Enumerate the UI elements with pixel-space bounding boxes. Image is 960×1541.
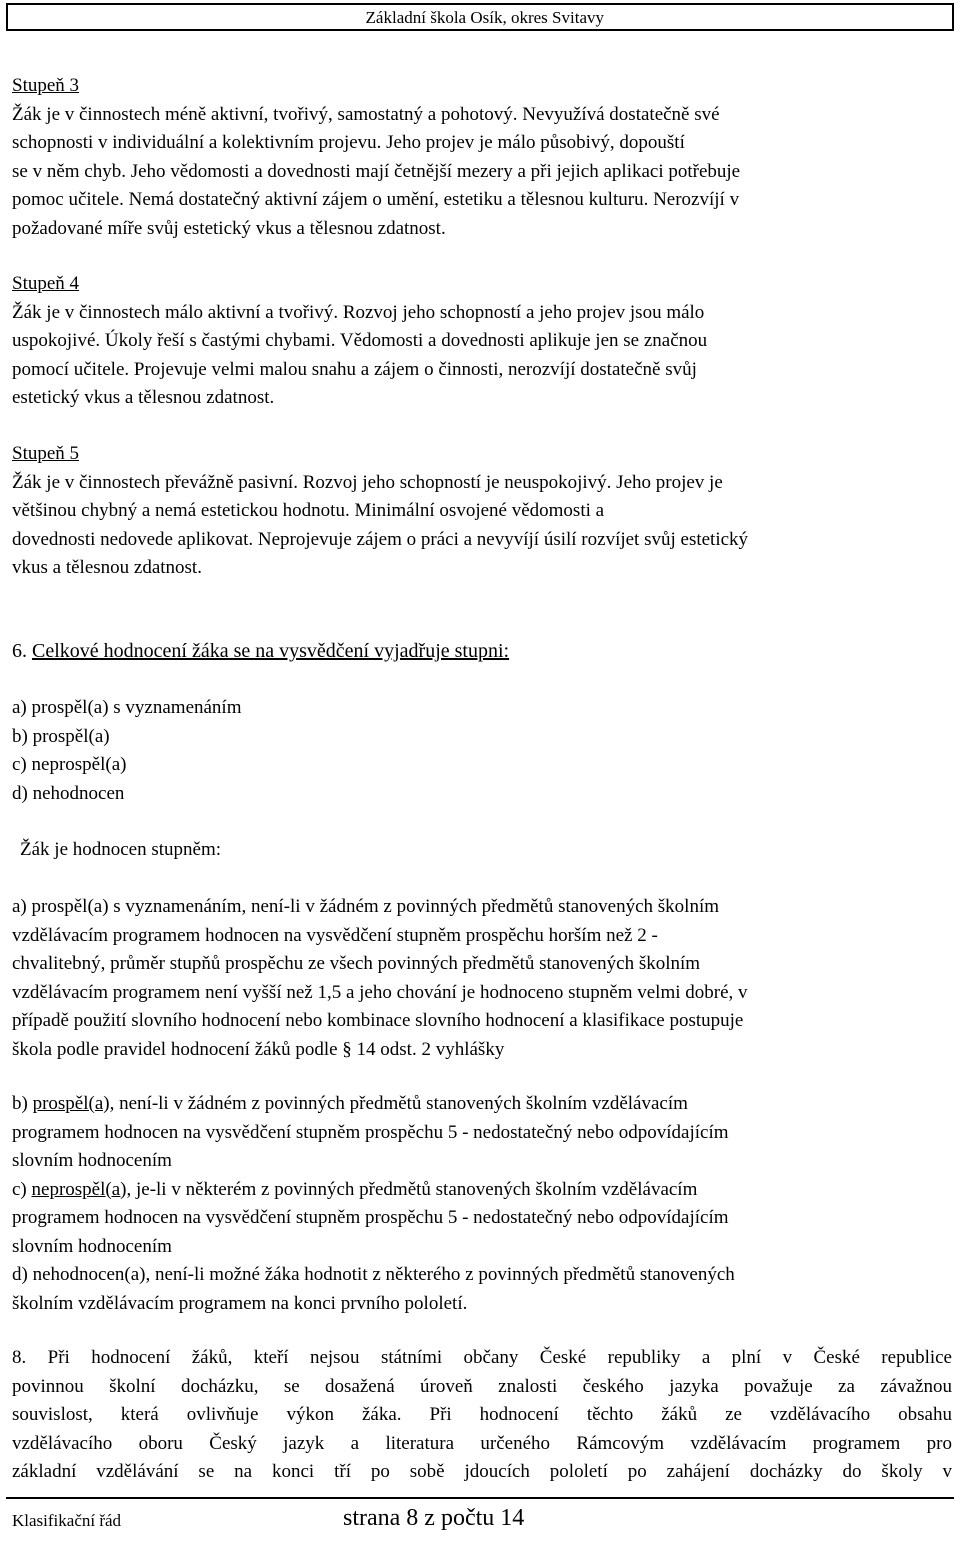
- grade-list: [12, 694, 952, 808]
- stupen-5-line: většinou chybný a nemá estetickou hodnotu. Minimální osvojené vědomosti a: [12, 500, 605, 521]
- section-6-title: [12, 637, 952, 666]
- stupen-5-line: vkus a tělesnou zdatnost.: [12, 557, 202, 578]
- paragraph-b-first-line: [12, 1090, 952, 1119]
- paragraph-c-term: neprospěl(a),: [31, 1178, 132, 1200]
- stupen-5-line: Žák je v činnostech převážně pasivní. Rozvoj jeho schopností je neuspokojivý. Jeho projev je: [12, 471, 723, 493]
- stupen-4-line: pomocí učitele. Projevuje velmi malou snahu a zájem o činnosti, nerozvíjí dostatečně svůj: [12, 358, 697, 380]
- stupen-4-line: Žák je v činnostech málo aktivní a tvořivý. Rozvoj jeho schopností a jeho projev jsou málo: [12, 301, 705, 323]
- stupen-5-heading: Stupeň 5: [12, 443, 80, 464]
- grade-list-item: d) nehodnocen: [12, 782, 125, 804]
- paragraph-a-line: vzdělávacím programem hodnocen na vysvědčení stupněm prospěchu horším než 2 -: [12, 924, 658, 946]
- paragraph-bcd: [12, 1090, 952, 1318]
- footer-page-number: strana 8 z počtu 14: [343, 1505, 525, 1531]
- paragraph-b-rest: není-li v žádném z povinných předmětů stanovených školním vzdělávacím: [114, 1093, 688, 1114]
- section-8-paragraph: [12, 1344, 952, 1487]
- stupen-5-block: [12, 440, 952, 583]
- paragraph-a-line: vzdělávacím programem není vyšší než 1,5 a jeho chování je hodnoceno stupněm velmi dobré, v: [12, 981, 748, 1003]
- paragraph-c-first-line: [12, 1176, 952, 1205]
- paragraph-c-prefix: c): [12, 1178, 32, 1200]
- stupen-5-line: dovednosti nedovede aplikovat. Neprojevuje zájem o práci a nevyvíjí úsilí rozvíjet svůj estetický: [12, 528, 749, 550]
- section-6-heading: Celkové hodnocení žáka se na vysvědčení vyjadřuje stupni:: [32, 640, 510, 662]
- stupen-3-line: požadované míře svůj estetický vkus a tělesnou zdatnost.: [12, 217, 446, 239]
- paragraph-a-line: chvalitebný, průměr stupňů prospěchu ze všech povinných předmětů stanovených školním: [12, 953, 701, 974]
- footer-doc-title: Klasifikační řád: [12, 1511, 122, 1530]
- paragraph-a-line: případě použití slovního hodnocení nebo kombinace slovního hodnocení a klasifikace postupuje: [12, 1010, 744, 1031]
- footer-rule: [6, 1497, 954, 1499]
- evaluation-subheading-text: Žák je hodnocen stupněm:: [20, 839, 222, 860]
- paragraph-a-line: škola podle pravidel hodnocení žáků podle § 14 odst. 2 vyhlášky: [12, 1038, 505, 1060]
- paragraph-a-line: a) prospěl(a) s vyznamenáním, není-li v žádném z povinných předmětů stanovených školním: [12, 896, 720, 917]
- section-8-line: 8. Při hodnocení žáků, kteří nejsou státními občany České republiky a plní v České republice: [12, 1347, 952, 1368]
- paragraph-c-line: slovním hodnocením: [12, 1235, 172, 1257]
- paragraph-d-line: školním vzdělávacím programem na konci prvního pololetí.: [12, 1292, 468, 1314]
- stupen-4-block: [12, 270, 952, 413]
- section-8-line: základní vzdělávání se na konci tří po sobě jdoucích pololetí po zahájení docházky do školy v: [12, 1461, 952, 1482]
- stupen-3-line: se v něm chyb. Jeho vědomosti a dovednosti mají četnější mezery a při jejich aplikaci potřebuje: [12, 160, 741, 182]
- grade-list-item: c) neprospěl(a): [12, 754, 127, 775]
- stupen-3-line: pomoc učitele. Nemá dostatečný aktivní zájem o umění, estetiku a tělesnou kulturu. Nerozvíjí v: [12, 189, 740, 210]
- paragraph-b-term: prospěl(a),: [32, 1093, 115, 1114]
- stupen-3-line: Žák je v činnostech méně aktivní, tvořivý, samostatný a pohotový. Nevyužívá dostatečně své: [12, 103, 720, 125]
- paragraph-d-line: d) nehodnocen(a), není-li možné žáka hodnotit z některého z povinných předmětů stanovených: [12, 1264, 735, 1285]
- paragraph-b-prefix: b): [12, 1093, 33, 1114]
- header-title: Základní škola Osík, okres Svitavy: [365, 8, 604, 27]
- section-8-line: vzdělávacího oboru Český jazyk a literatura určeného Rámcovým vzdělávacím programem pro: [12, 1432, 952, 1454]
- paragraph-c-rest: je-li v některém z povinných předmětů stanovených školním vzdělávacím: [131, 1178, 698, 1200]
- stupen-4-line: uspokojivé. Úkoly řeší s častými chybami. Vědomosti a dovednosti aplikuje jen se značnou: [12, 330, 708, 351]
- paragraph-c-line: programem hodnocen na vysvědčení stupněm prospěchu 5 - nedostatečný nebo odpovídajícím: [12, 1207, 729, 1228]
- stupen-4-heading: Stupeň 4: [12, 273, 80, 294]
- paragraph-a: [12, 893, 952, 1064]
- section-8-line: souvislost, která ovlivňuje výkon žáka. Při hodnocení těchto žáků ze vzdělávacího obsahu: [12, 1404, 952, 1425]
- paragraph-b-line: programem hodnocen na vysvědčení stupněm prospěchu 5 - nedostatečný nebo odpovídajícím: [12, 1121, 729, 1143]
- stupen-3-heading: Stupeň 3: [12, 75, 80, 96]
- grade-list-item: b) prospěl(a): [12, 725, 110, 747]
- stupen-3-block: [12, 72, 952, 243]
- stupen-3-line: schopnosti v individuální a kolektivním projevu. Jeho projev je málo působivý, dopouští: [12, 132, 685, 153]
- stupen-4-line: estetický vkus a tělesnou zdatnost.: [12, 387, 275, 408]
- section-6-number: 6.: [12, 640, 27, 662]
- evaluation-subheading: [20, 836, 960, 865]
- section-8-line: povinnou školní docházku, se dosažená úroveň znalosti českého jazyka považuje za závažnou: [12, 1375, 952, 1397]
- grade-list-item: a) prospěl(a) s vyznamenáním: [12, 697, 242, 718]
- page-header: [6, 3, 954, 31]
- paragraph-b-line: slovním hodnocením: [12, 1150, 172, 1171]
